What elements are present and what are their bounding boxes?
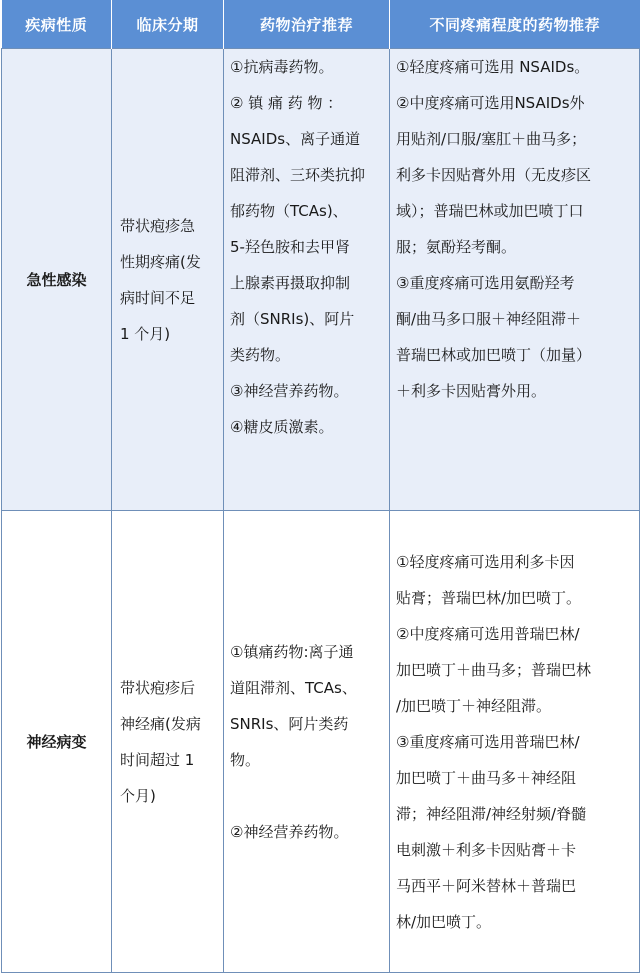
drug-line: ③神经营养药物。 <box>230 382 349 400</box>
pain-line: 加巴喷丁＋曲马多；普瑞巴林 <box>396 660 592 679</box>
pain-line: 电刺激＋利多卡因贴膏＋卡 <box>396 840 577 859</box>
drug-line: 道阻滞剂、TCAs、 <box>230 678 357 697</box>
stage-line: 神经痛(发病 <box>120 714 201 733</box>
header-row <box>2 0 640 49</box>
pain-line: 滞；神经阻滞/神经射频/脊髓 <box>396 804 587 823</box>
drug-recommendation-table <box>1 0 640 973</box>
header-pain-level-recommendation: 不同疼痛程度的药物推荐 <box>390 0 640 49</box>
drug-line: ②神经营养药物。 <box>230 822 349 841</box>
drug-line: 类药物。 <box>230 346 291 364</box>
pain-line: 普瑞巴林或加巴喷丁（加量） <box>396 346 592 364</box>
clinical-stage-cell <box>112 511 224 973</box>
pain-line: 域）；普瑞巴林或加巴喷丁口 <box>396 202 584 220</box>
stage-line: 性期疼痛(发 <box>120 252 201 271</box>
pain-line: ①轻度疼痛可选用利多卡因 <box>396 552 575 571</box>
pain-line: ③重度疼痛可选用氨酚羟考 <box>396 274 575 292</box>
stage-line: 带状疱疹急 <box>120 216 196 235</box>
pain-line: /加巴喷丁＋神经阻滞。 <box>396 696 552 715</box>
pain-line: 酮/曲马多口服＋神经阻滞＋ <box>396 310 582 328</box>
header-clinical-stage: 临床分期 <box>112 0 224 49</box>
drug-line: 上腺素再摄取抑制 <box>230 274 351 292</box>
pain-line: ②中度疼痛可选用NSAIDs外 <box>396 94 585 112</box>
drug-treatment-cell <box>224 511 390 973</box>
drug-line: ④糖皮质激素。 <box>230 418 334 436</box>
pain-line: 林/加巴喷丁。 <box>396 912 492 931</box>
disease-type-cell: 急性感染 <box>2 49 112 511</box>
pain-line: ③重度疼痛可选用普瑞巴林/ <box>396 732 580 751</box>
drug-line: NSAIDs、离子通道 <box>230 130 361 148</box>
table-row-neuropathy <box>2 511 640 973</box>
drug-line: 阻滞剂、三环类抗抑 <box>230 166 366 184</box>
drug-line: ①镇痛药物:离子通 <box>230 642 354 661</box>
stage-line: 病时间不足 <box>120 288 196 307</box>
stage-line: 带状疱疹后 <box>120 678 196 697</box>
drug-line: 剂（SNRIs)、阿片 <box>230 310 355 328</box>
header-drug-treatment: 药物治疗推荐 <box>224 0 390 49</box>
drug-line: 物。 <box>230 750 261 769</box>
stage-line: 时间超过 1 <box>120 750 195 769</box>
disease-type-cell: 神经病变 <box>2 511 112 973</box>
drug-line: 5-羟色胺和去甲肾 <box>230 238 350 256</box>
pain-line: ②中度疼痛可选用普瑞巴林/ <box>396 624 580 643</box>
pain-line: 用贴剂/口服/塞肛＋曲马多； <box>396 130 587 148</box>
pain-line: ＋利多卡因贴膏外用。 <box>396 382 547 400</box>
pain-line: 服；氨酚羟考酮。 <box>396 238 517 256</box>
pain-line: 贴膏；普瑞巴林/加巴喷丁。 <box>396 588 582 607</box>
pain-line: ①轻度疼痛可选用 NSAIDs。 <box>396 58 590 76</box>
header-disease-type: 疾病性质 <box>2 0 112 49</box>
stage-line: 个月) <box>120 786 156 805</box>
pain-recommendation-cell <box>390 511 640 973</box>
drug-line: SNRIs、阿片类药 <box>230 714 349 733</box>
drug-line-gap <box>230 778 385 814</box>
pain-line: 马西平＋阿米替林＋普瑞巴 <box>396 876 577 895</box>
pain-recommendation-cell <box>390 49 640 511</box>
drug-line: ①抗病毒药物。 <box>230 58 334 76</box>
table-row-acute-infection <box>2 49 640 511</box>
stage-line: 1 个月) <box>120 324 171 343</box>
drug-line: ② 镇 痛 药 物 ： <box>230 94 343 112</box>
pain-line: 加巴喷丁＋曲马多＋神经阻 <box>396 768 577 787</box>
clinical-stage-cell <box>112 49 224 511</box>
pain-line: 利多卡因贴膏外用（无皮疹区 <box>396 166 592 184</box>
drug-line: 郁药物（TCAs)、 <box>230 202 348 220</box>
drug-treatment-cell <box>224 49 390 511</box>
